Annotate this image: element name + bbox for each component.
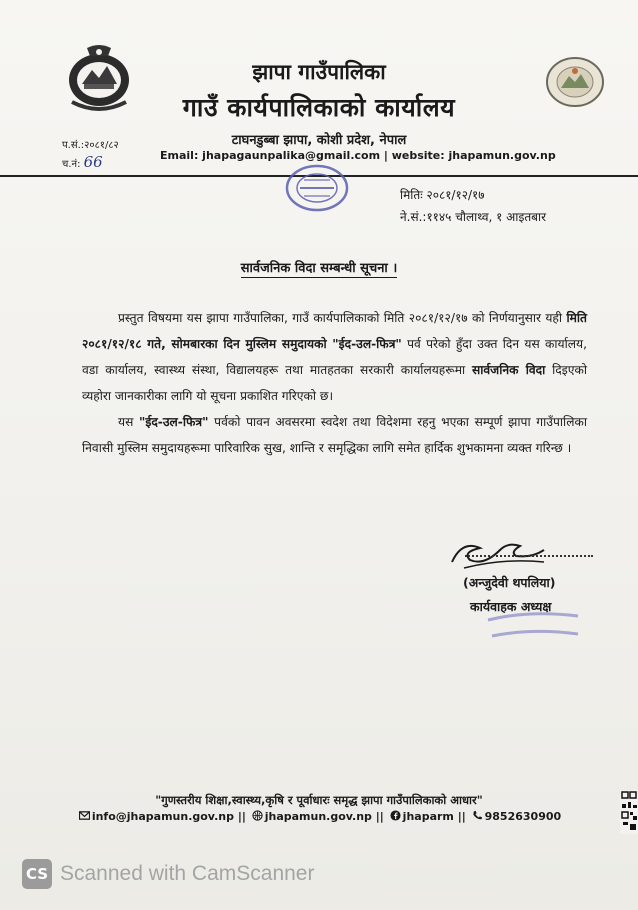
p2-text-c: पर्वको पावन अवसरमा स्वदेश तथा विदेशमा रहनु भएका सम्पूर्ण झापा गाउँपालिका निवासी मुस्लिम समुदायहरूमा पारिवारिक सुख, शान्ति र समृद्धिका लागि समेत हार्दिक शुभकामना व्यक्त गरिन्छ । bbox=[82, 415, 587, 455]
facebook-icon bbox=[390, 810, 401, 821]
chalani-label: च.नं: bbox=[62, 159, 81, 170]
p2-bold-festival: "ईद-उल-फित्र" bbox=[139, 415, 209, 429]
chalani-number bbox=[62, 154, 119, 173]
footer-website: jhapamun.gov.np bbox=[264, 810, 372, 823]
date-nepal-sambat: ने.सं.:११४५ चौलाथ्व, १ आइतबार bbox=[400, 210, 547, 224]
footer-email: info@jhapamun.gov.np bbox=[91, 810, 234, 823]
footer-contacts bbox=[0, 810, 638, 823]
office-stamp-icon bbox=[274, 158, 360, 218]
body-paragraph-2 bbox=[82, 409, 587, 461]
scanner-watermark bbox=[22, 856, 314, 892]
p1-text-e: दिइएको व्यहोरा जानकारीका लागि यो सूचना प्रकाशित गरिएको छ। bbox=[82, 363, 587, 403]
footer-phone: 9852630900 bbox=[484, 810, 562, 823]
office-address: टाघनडुब्बा झापा, कोशी प्रदेश, नेपाल bbox=[231, 133, 407, 148]
office-contact: Email: jhapagaunpalika@gmail.com | website: jhapamun.gov.np bbox=[160, 149, 556, 162]
municipality-logo-icon bbox=[543, 54, 607, 110]
signatory-name: (अन्जुदेवी थपलिया) bbox=[463, 575, 556, 590]
subject-text: सार्वजनिक विदा सम्बन्धी सूचना । bbox=[240, 261, 398, 276]
scanner-text: Scanned with CamScanner bbox=[60, 862, 315, 885]
p1-bold-date: मिति २०८१/१२/१८ गते, सोमबारका दिन मुस्लिम समुदायको "ईद-उल-फित्र" bbox=[82, 311, 587, 351]
globe-icon bbox=[252, 810, 263, 821]
mail-icon bbox=[79, 810, 90, 821]
footer-facebook: jhaparm bbox=[402, 810, 454, 823]
patra-sankhya: प.सं.:२०८१/८२ bbox=[62, 140, 119, 151]
notice-body bbox=[82, 305, 587, 461]
qr-code-icon bbox=[620, 790, 638, 834]
p1-bold-holiday: सार्वजनिक विदा bbox=[472, 363, 546, 377]
body-paragraph-1 bbox=[82, 305, 587, 409]
p1-text-c: पर्व परेको हुँदा उक्त दिन यस कार्यालय, वडा कार्यालय, स्वास्थ्य संस्था, विद्यालयहरू तथा मातहतका सरकारी कार्यालयहरूमा bbox=[82, 337, 587, 377]
p2-text-a: यस bbox=[118, 415, 139, 429]
footer-separator: || bbox=[375, 810, 384, 823]
office-name-line2: गाउँ कार्यपालिकाको कार्यालय bbox=[182, 93, 456, 122]
p1-text-a: प्रस्तुत विषयमा यस झापा गाउँपालिका, गाउँ कार्यपालिकाको मिति २०८१/१२/१७ को निर्णयानुसार यही bbox=[118, 311, 567, 325]
signatory-title: कार्यवाहक अध्यक्ष bbox=[470, 599, 552, 614]
footer-separator: || bbox=[457, 810, 466, 823]
footer-motto: "गुणस्तरीय शिक्षा,स्वास्थ्य,कृषि र पूर्वाधारः समृद्ध झापा गाउँपालिकाको आधार" bbox=[155, 793, 483, 807]
chalani-value: 66 bbox=[83, 153, 103, 171]
office-name-line1: झापा गाउँपालिका bbox=[252, 60, 386, 84]
notice-subject bbox=[0, 258, 638, 276]
footer-separator: || bbox=[237, 810, 246, 823]
signature-line bbox=[465, 555, 593, 557]
date-block bbox=[400, 184, 546, 228]
camscanner-logo-icon: CS bbox=[22, 859, 52, 889]
phone-icon bbox=[472, 810, 483, 821]
date-miti: मितिः २०८१/१२/१७ bbox=[400, 188, 485, 202]
